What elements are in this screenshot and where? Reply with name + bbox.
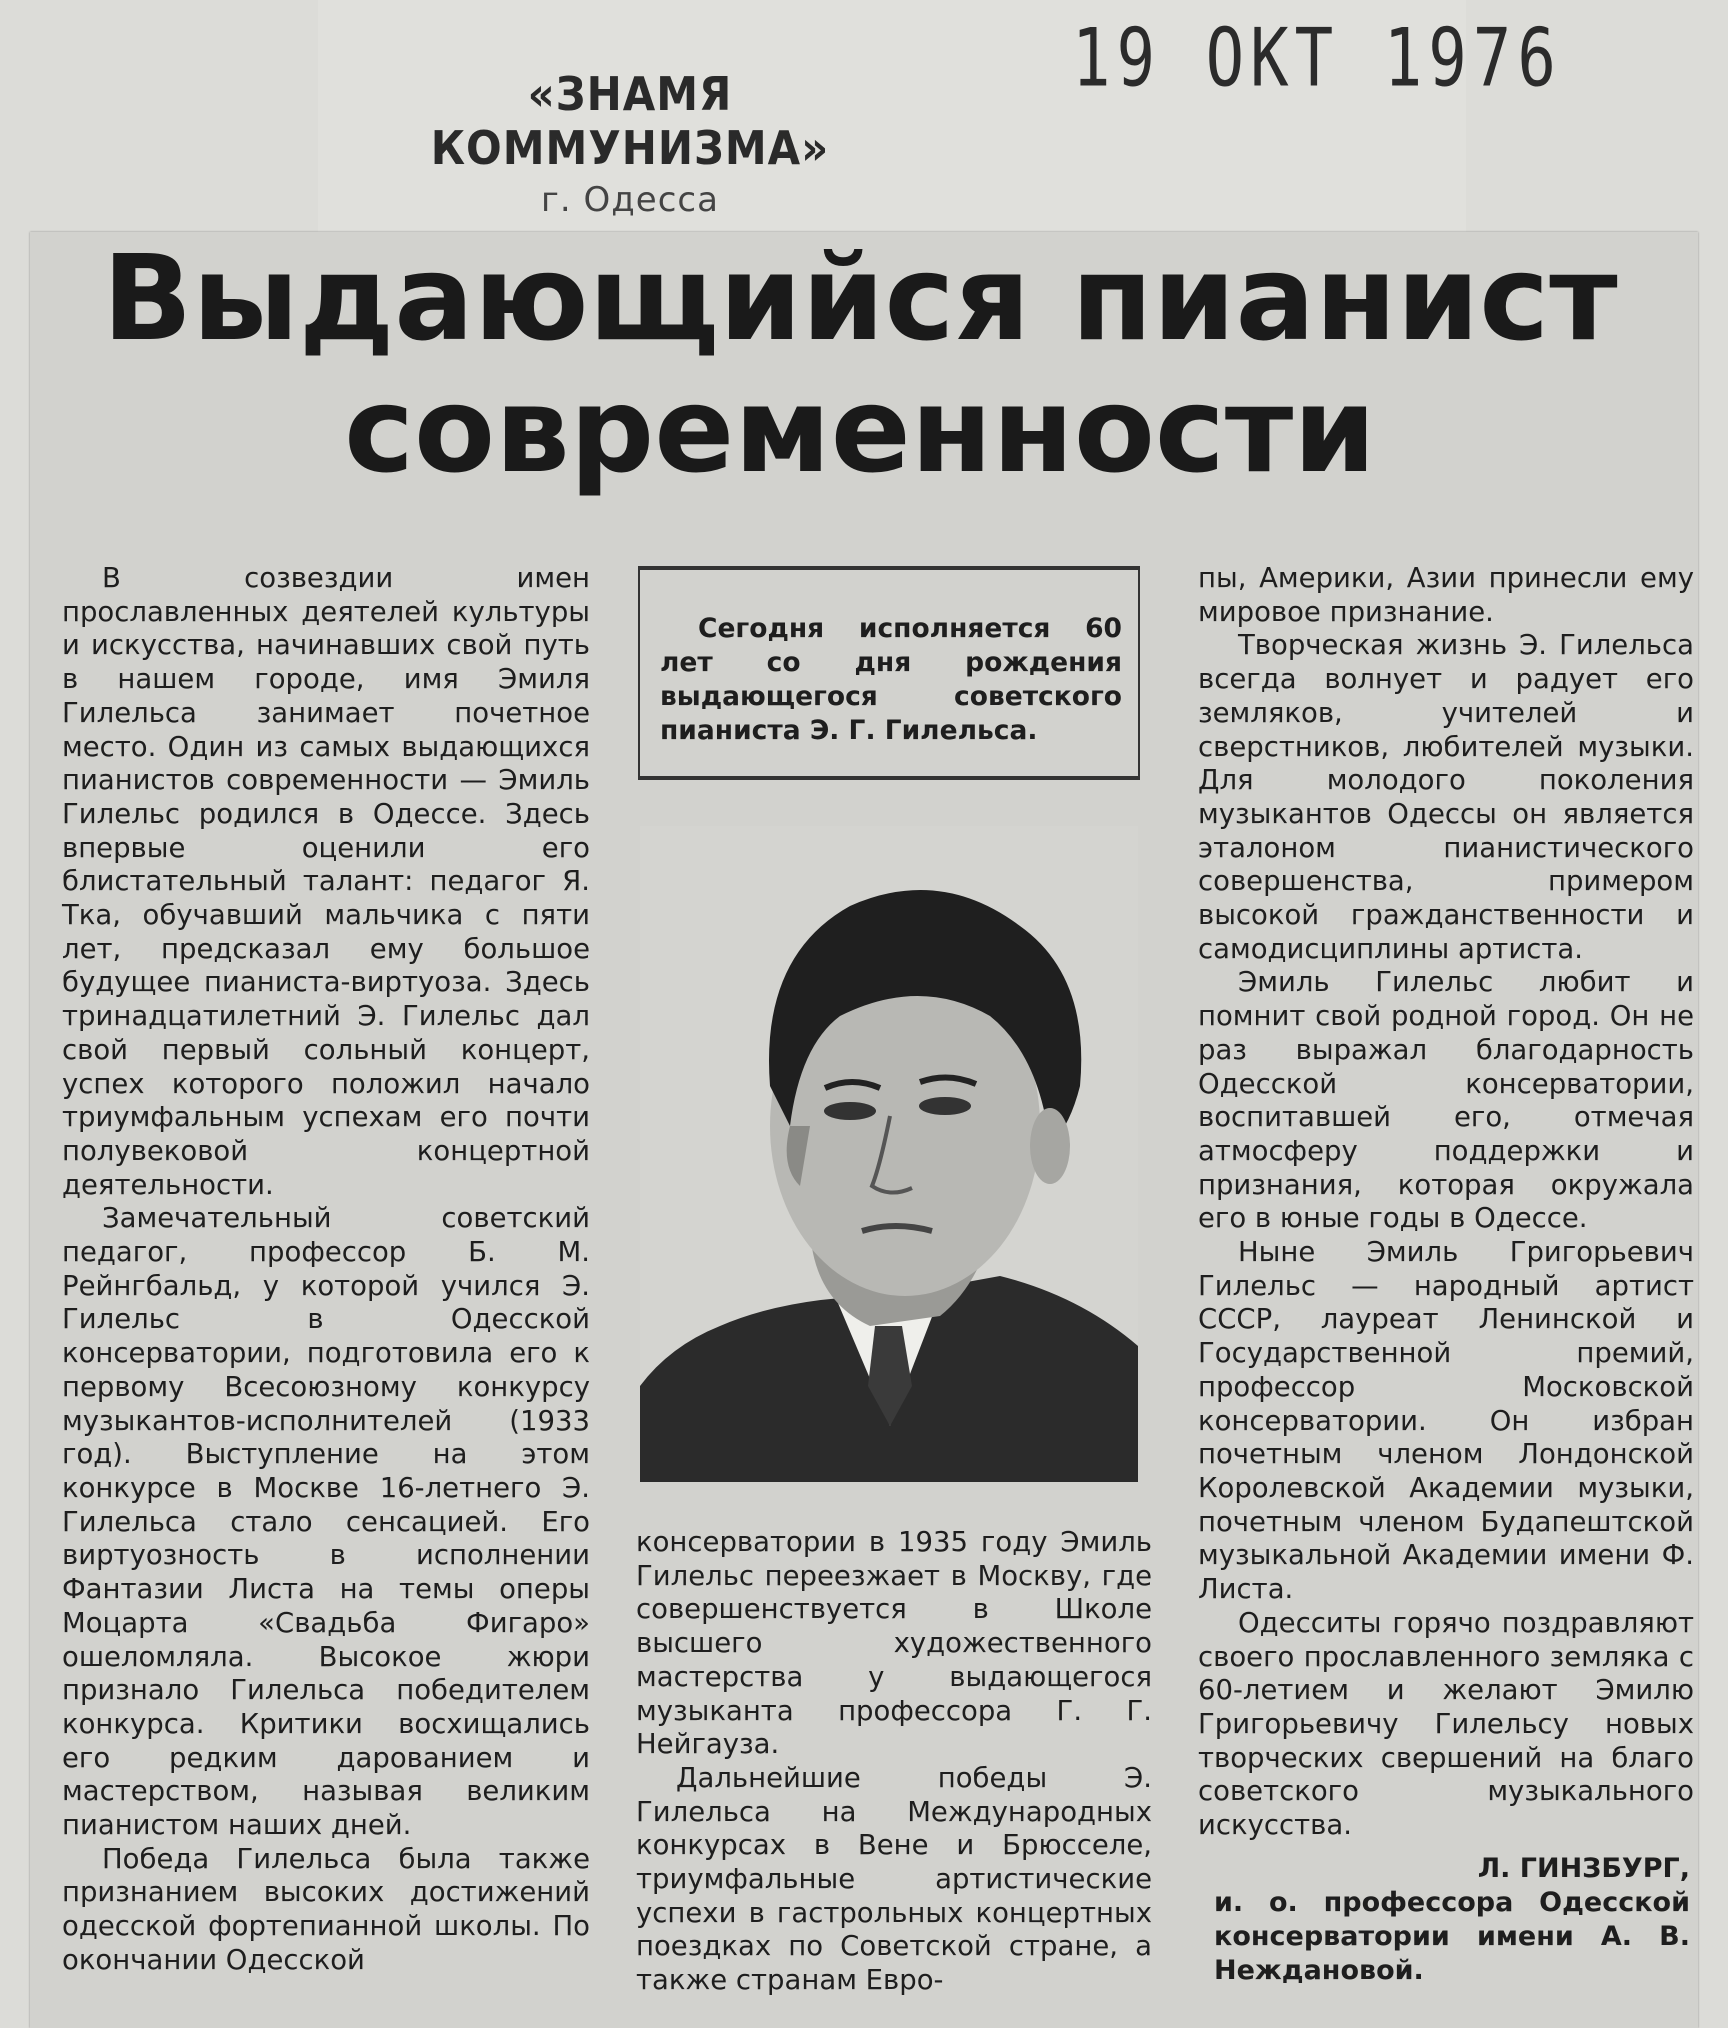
paragraph: В созвездии имен прославленных деятелей культуры и искусства, начинавших свой путь в нашем городе, имя Эмиля Гилельса занимает почетное место. Один из самых выдающихся пианистов современности — Эмиль Гилельс родился в Одессе. Здесь впервые оценили его блистательный талант: педагог Я. Тка, обучавший мальчика с пяти лет, предсказал ему большое будущее пианиста-виртуоза. Здесь тринадцатилетний Э. Гилельс дал свой первый сольный концерт, успех которого положил начало триумфальным успехам его почти полувековой концертной деятельности. [62, 562, 590, 1201]
announcement-box [638, 566, 1140, 780]
paragraph: Дальнейшие победы Э. Гилельса на Международных конкурсах в Вене и Брюсселе, триумфальные артистические успехи в гастрольных концертных поездках по Советской стране, а также странам Евро- [636, 1761, 1152, 1997]
paragraph: пы, Америки, Азии принесли ему мировое признание. [1198, 562, 1694, 628]
headline-line-2: современности [344, 361, 1376, 499]
headline [40, 229, 1680, 499]
paragraph: Эмиль Гилельс любит и помнит свой родной город. Он не раз выражал благодарность Одесской консерватории, воспитавшей его, отмечая атмосферу поддержки и признания, которая окружала его в юные годы в Одессе. [1198, 966, 1694, 1235]
headline-line-1: Выдающийся пианист [102, 229, 1618, 367]
newspaper-stamp [390, 67, 870, 220]
author-title: и. о. профессора Одесской консерватории имени А. В. Неждановой. [1214, 1887, 1690, 1986]
paragraph: консерватории в 1935 году Эмиль Гилельс переезжает в Москву, где совершенствуется в Школе высшего художественного мастерства у выдающегося музыканта профессора Г. Г. Нейгауза. [636, 1526, 1152, 1761]
newspaper-name: «ЗНАМЯ КОММУНИЗМА» [430, 67, 830, 175]
portrait-photo [640, 826, 1138, 1482]
article-column-middle [636, 1526, 1152, 1998]
paragraph: Ныне Эмиль Григорьевич Гилельс — народный артист СССР, лауреат Ленинской и Государственной премий, профессор Московской консерватории. Он избран почетным членом Лондонской Королевской Академии музыки, почетным членом Будапештской музыкальной Академии имени Ф. Листа. [1198, 1236, 1694, 1606]
date-stamp: 19 ОКТ 1976 [1072, 12, 1562, 106]
author-name: Л. ГИНЗБУРГ, [1477, 1853, 1690, 1884]
portrait-illustration [640, 826, 1138, 1482]
paragraph: Победа Гилельса была также признанием высоких достижений одесской фортепианной школы. По окончании Одесской [62, 1842, 590, 1976]
author-signature [1214, 1852, 1690, 1988]
paragraph: Одесситы горячо поздравляют своего прославленного земляка с 60-летием и желают Эмилю Григорьевичу Гилельсу новых творческих свершений на благо советского музыкального искусства. [1198, 1606, 1694, 1842]
article-column-left [62, 562, 590, 1978]
newspaper-city: г. Одесса [541, 180, 719, 220]
announcement-text: Сегодня исполняется 60 лет со дня рождения выдающегося советского пианиста Э. Г. Гилельса. [660, 613, 1122, 746]
article-column-right [1198, 562, 1694, 1843]
paragraph: Творческая жизнь Э. Гилельса всегда волнует и радует его земляков, учителей и сверстников, любителей музыки. Для молодого поколения музыкантов Одессы он является эталоном пианистического совершенства, примером высокой гражданственности и самодисциплины артиста. [1198, 629, 1694, 965]
paragraph: Замечательный советский педагог, профессор Б. М. Рейнгбальд, у которой учился Э. Гилельс в Одесской консерватории, подготовила его к первому Всесоюзному конкурсу музыкантов-исполнителей (1933 год). Выступление на этом конкурсе в Москве 16-летнего Э. Гилельса стало сенсацией. Его виртуозность в исполнении Фантазии Листа на темы оперы Моцарта «Свадьба Фигаро» ошеломляла. Высокое жюри признало Гилельса победителем конкурса. Критики восхищались его редким дарованием и мастерством, называя великим пианистом наших дней. [62, 1202, 590, 1842]
